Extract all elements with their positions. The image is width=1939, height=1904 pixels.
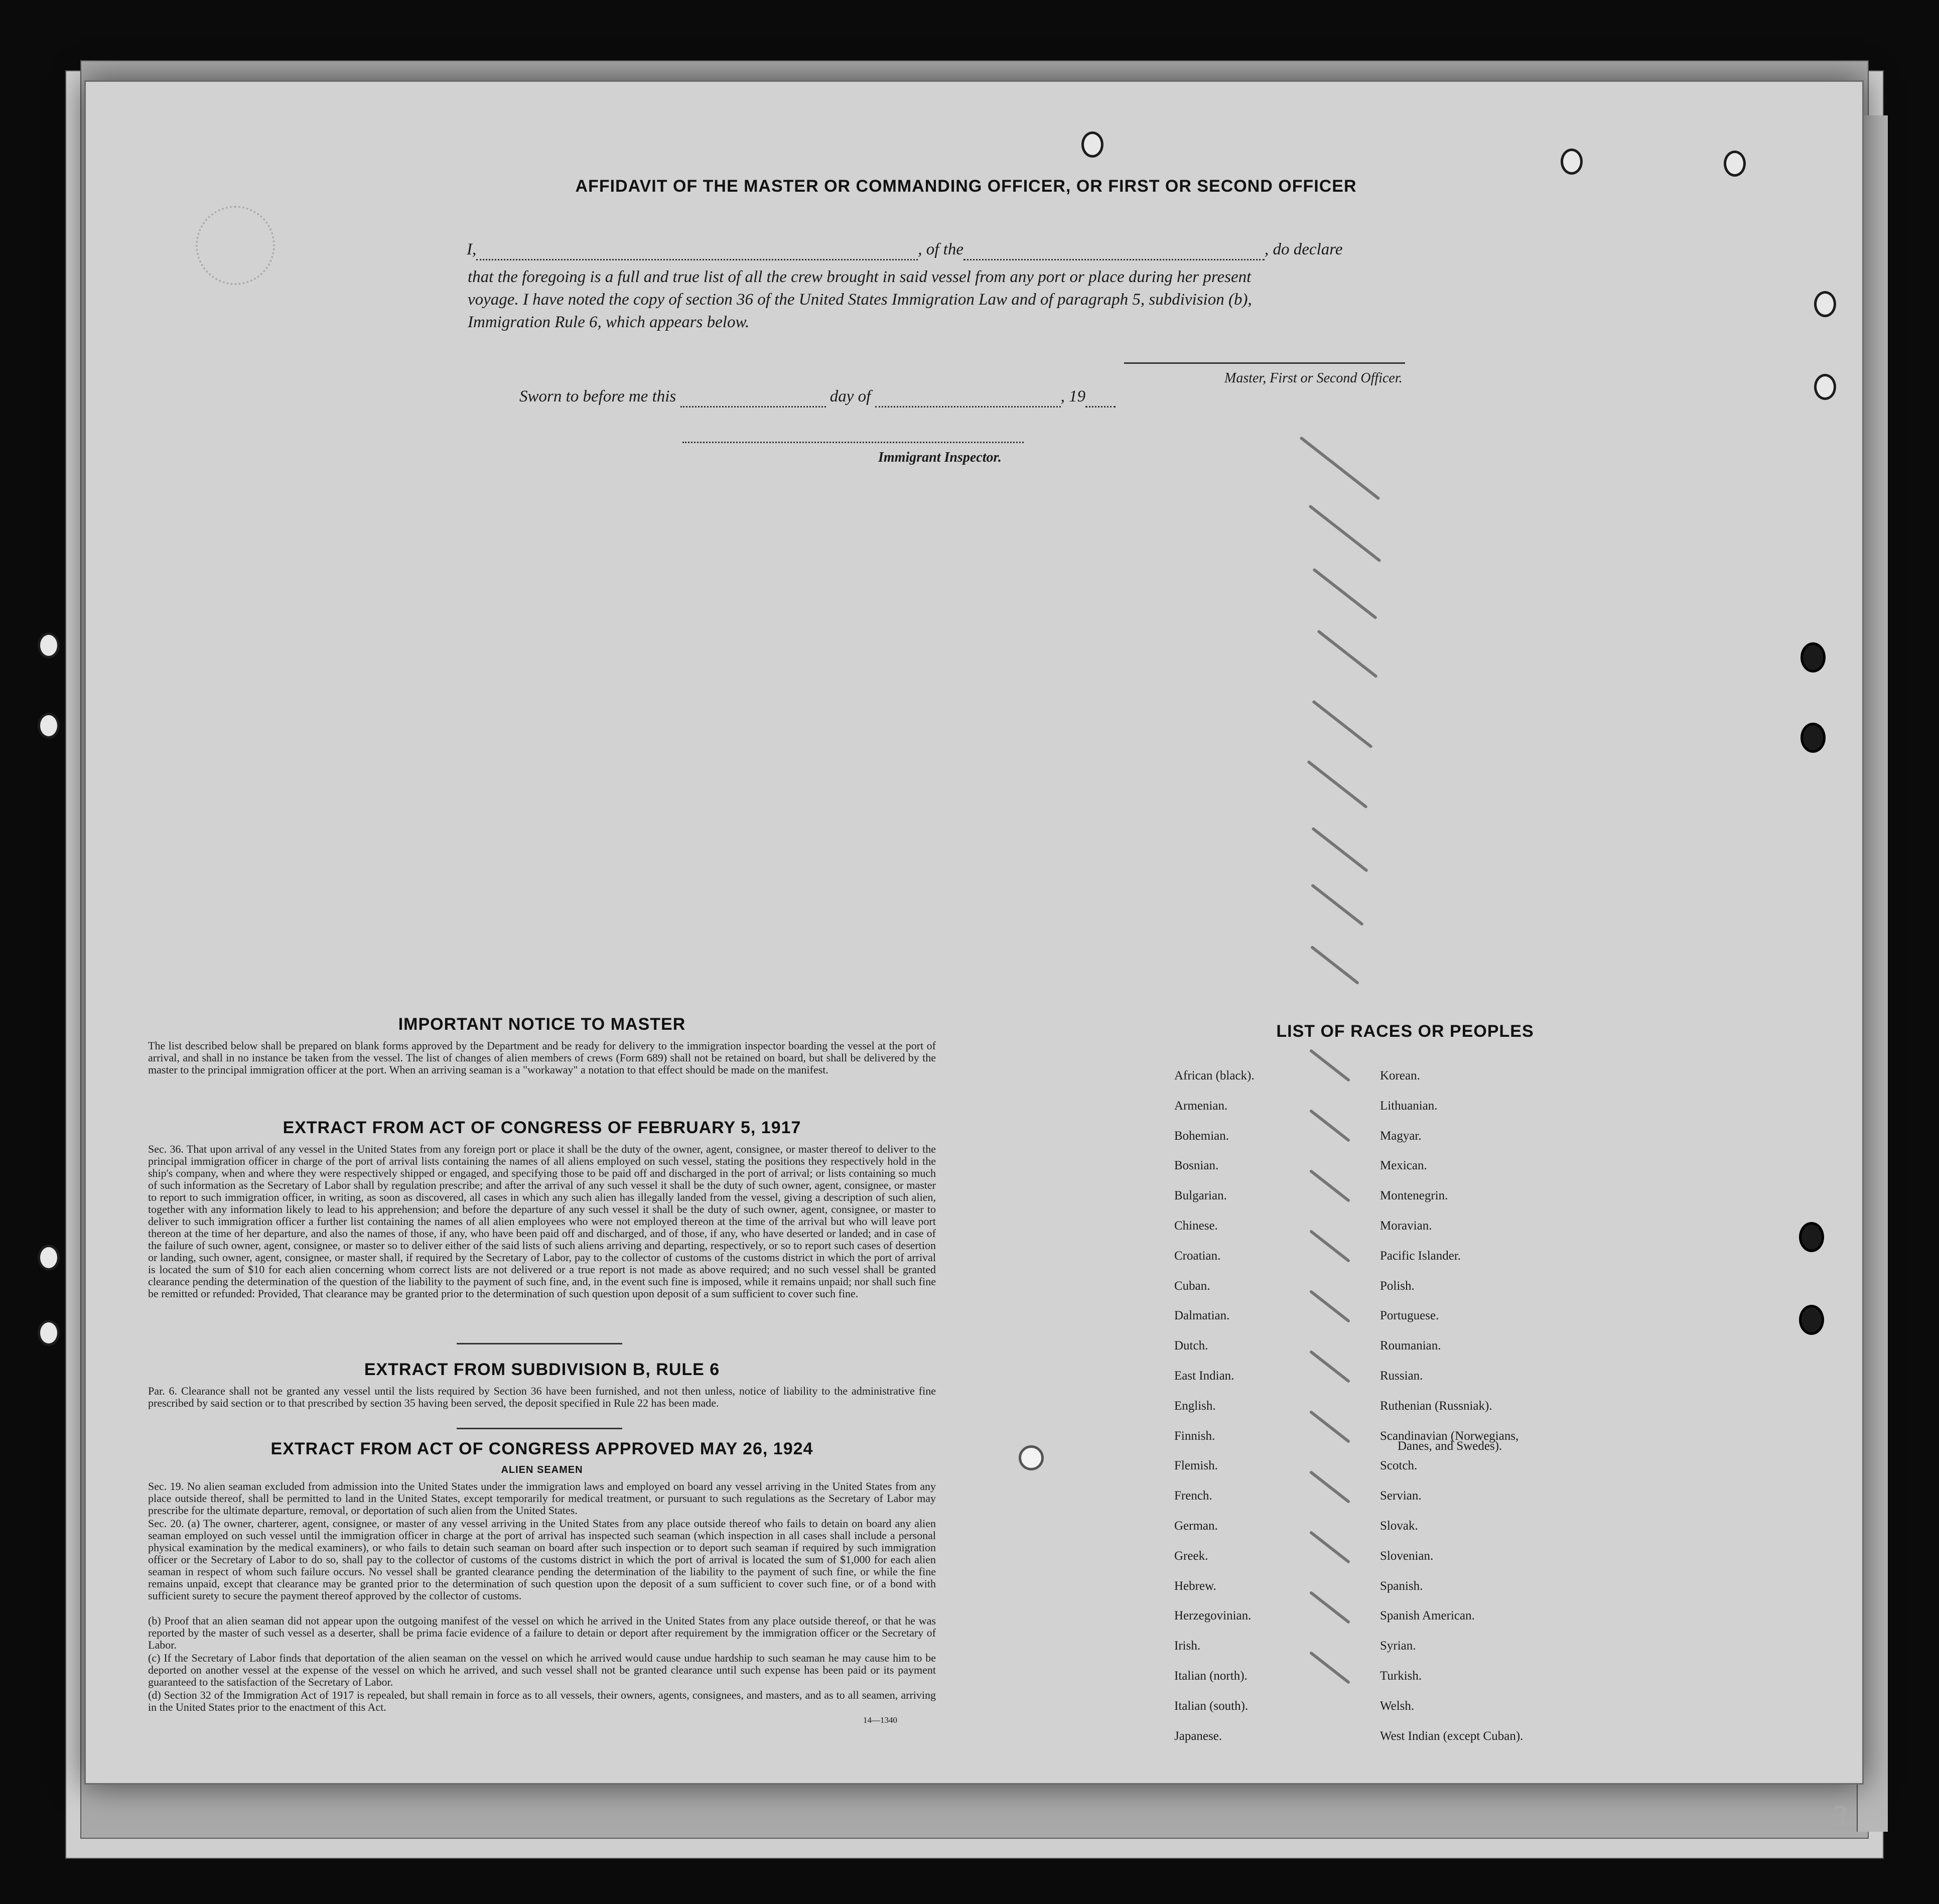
act-1924-sec20c: (c) If the Secretary of Labor finds that deportation of the alien seaman on the vessel on which he arrived would cause undue hardship to such seaman he may cause him to be deported on another vessel at the expense of the vessel on which he arrived, and such vessel shall not be granted clearance until such expense has been paid or its payment guaranteed to the satisfaction of the Secretary of Labor.: [148, 1652, 936, 1688]
affidavit-title: AFFIDAVIT OF THE MASTER OR COMMANDING OFFICER, OR FIRST OR SECOND OFFICER: [575, 177, 1357, 196]
race-item: Syrian.: [1380, 1639, 1416, 1653]
punch-hole-icon: [38, 1320, 60, 1346]
punch-hole-icon: [1561, 149, 1583, 175]
divider: [457, 1428, 622, 1429]
act-1924-sec20d: (d) Section 32 of the Immigration Act of 1917 is repealed, but shall remain in force as to all vessels, their owners, agents, consignees, and masters, and as to all seamen, arriving in the United States prior to the enactment of this Act.: [148, 1689, 936, 1713]
punch-hole-icon: [1799, 1305, 1824, 1335]
divider: [457, 1343, 622, 1344]
act-1924-title: EXTRACT FROM ACT OF CONGRESS APPROVED MAY 26, 1924: [270, 1439, 813, 1458]
form-number: 14—1340: [863, 1715, 897, 1725]
race-item: East Indian.: [1174, 1369, 1234, 1383]
race-item: Lithuanian.: [1380, 1099, 1438, 1113]
affidavit-line-3: voyage. I have noted the copy of section 36 of the United States Immigration Law and of paragraph 5, subdivision (b),: [468, 291, 1252, 309]
race-item: Slovak.: [1380, 1519, 1418, 1533]
race-item: Cuban.: [1174, 1279, 1210, 1293]
affidavit-line-4: Immigration Rule 6, which appears below.: [468, 313, 750, 331]
race-item: Flemish.: [1174, 1459, 1218, 1473]
race-item: Montenegrin.: [1380, 1189, 1448, 1203]
race-item: Spanish.: [1380, 1579, 1423, 1593]
race-item: Bosnian.: [1174, 1159, 1219, 1173]
master-signature-label: Master, First or Second Officer.: [1224, 370, 1403, 386]
race-item: Roumanian.: [1380, 1339, 1441, 1353]
race-item: Russian.: [1380, 1369, 1423, 1383]
punch-hole-icon: [1800, 642, 1826, 672]
punch-hole-icon: [1019, 1445, 1044, 1470]
inspector-signature-line: [682, 442, 1024, 443]
race-item: Croatian.: [1174, 1249, 1221, 1263]
punch-hole-icon: [1081, 131, 1103, 158]
race-item: Portuguese.: [1380, 1309, 1439, 1323]
punch-hole-icon: [38, 1245, 60, 1271]
sworn-year-blank: [1085, 406, 1116, 407]
sworn-line: [519, 385, 1116, 407]
race-item: Hebrew.: [1174, 1579, 1216, 1593]
race-item: Japanese.: [1174, 1729, 1222, 1743]
declaration-of-the: , of the: [918, 240, 963, 258]
race-item: Korean.: [1380, 1069, 1420, 1082]
punch-hole-icon: [38, 713, 60, 739]
race-item: Finnish.: [1174, 1429, 1215, 1443]
race-item: Mexican.: [1380, 1159, 1427, 1173]
race-item: German.: [1174, 1519, 1218, 1533]
race-item: Pacific Islander.: [1380, 1249, 1461, 1263]
race-item: Bulgarian.: [1174, 1189, 1227, 1203]
punch-hole-icon: [38, 632, 60, 658]
rule6-body: Par. 6. Clearance shall not be granted any vessel until the lists required by Section 36 have been furnished, and not then unless, notice of liability to the administrative fine prescribed by said section or to that prescribed by section 35 having been served, the deposit specified in Rule 22 has been made.: [148, 1385, 936, 1409]
sworn-month-blank: [875, 406, 1061, 407]
race-item: Magyar.: [1380, 1129, 1422, 1143]
race-item: English.: [1174, 1399, 1216, 1413]
race-item: Danes, and Swedes).: [1398, 1439, 1502, 1453]
declaration-i: I,: [467, 240, 477, 258]
race-item: Chinese.: [1174, 1219, 1218, 1233]
sworn-year: , 19: [1060, 387, 1086, 405]
vessel-blank: [963, 259, 1265, 260]
punch-hole-icon: [1724, 151, 1746, 177]
sworn-day-of: day of: [829, 387, 871, 405]
punch-hole-icon: [1800, 723, 1826, 753]
sworn-text: Sworn to before me this: [519, 387, 676, 405]
race-item: Scotch.: [1380, 1459, 1418, 1473]
race-item: Bohemian.: [1174, 1129, 1229, 1143]
corner-mark: 3: [1832, 1800, 1847, 1833]
race-item: Turkish.: [1380, 1669, 1422, 1683]
declaration-do-declare: , do declare: [1264, 240, 1343, 258]
race-item: Spanish American.: [1380, 1609, 1475, 1623]
race-item: Servian.: [1380, 1489, 1422, 1503]
race-item: Moravian.: [1380, 1219, 1432, 1233]
notice-title: IMPORTANT NOTICE TO MASTER: [398, 1015, 686, 1034]
master-signature-line: [1124, 362, 1405, 364]
act-1917-body: Sec. 36. That upon arrival of any vessel in the United States from any foreign port or place it shall be the duty of the owner, agent, consignee, or master thereof to deliver to the principal immigration officer in charge of the port of arrival lists containing the names of all aliens employed on such vessel, stating the positions they respectively hold in the ship's company, when and where they were respectively shipped or engaged, and specifying those to be paid off and discharged in the port of arrival; or lists containing so much of such information as the Secretary of Labor shall by regulation prescribe; and after the arrival of any such vessel it shall be the duty of such owner, agent, consignee, or master to report to such immigration officer, in writing, as soon as discovered, all cases in which any such alien has illegally landed from the vessel, giving a description of such alien, together with any information likely to lead to his apprehension; and before the departure of any such vessel it shall be the duty of such owner, agent, consignee, or master to deliver to such immigration officer a further list containing the names of all alien employees who were not employed thereon at the time of the arrival but who will leave port thereon at the time of her departure, and also the names of those, if any, who have been paid off and discharged, and of those, if any, who have deserted or landed; and in case of the failure of such owner, agent, consignee, or master so to deliver either of the said lists of such aliens arriving and departing, respectively, or so to report such cases of desertion or landing, such owner, agent, consignee, or master shall, if required by the Secretary of Labor, pay to the collector of customs of the customs district in which the port of arrival is located the sum of $10 for each alien concerning whom correct lists are not delivered or a true report is not made as above required; and no such vessel shall be granted clearance pending the determination of the question of the liability to the payment of such fine, and, in the event such fine is imposed, while it remains unpaid; nor shall such fine be remitted or refunded: Provided, That clearance may be granted prior to the determination of such question upon deposit of a sum sufficient to cover such fine.: [148, 1143, 936, 1300]
act-1924-sec19: Sec. 19. No alien seaman excluded from admission into the United States under the immigration laws and employed on board any vessel arriving in the United States from any place outside thereof, shall be permitted to land in the United States, except temporarily for medical treatment, or pursuant to such regulations as the Secretary of Labor may prescribe for the ultimate departure, removal, or deportation of such alien from the United States.: [148, 1480, 936, 1517]
seal-stamp-icon: [196, 206, 275, 285]
notice-body: The list described below shall be prepared on blank forms approved by the Department and be ready for delivery to the immigration inspector boarding the vessel at the port of arrival, and shall in no instance be taken from the vessel. The list of changes of alien members of crews (Form 689) shall not be retained on board, but shall be delivered by the master to the principal immigration officer at the port. When an arriving seaman is a "workaway" a notation to that effect should be made on the manifest.: [148, 1039, 936, 1076]
act-1917-title: EXTRACT FROM ACT OF CONGRESS OF FEBRUARY 5, 1917: [283, 1118, 801, 1137]
punch-hole-icon: [1799, 1222, 1824, 1252]
race-item: Greek.: [1174, 1549, 1208, 1563]
act-1924-sec20b: (b) Proof that an alien seaman did not appear upon the outgoing manifest of the vessel on which he arrived in the United States from any place outside thereof, or that he was reported by the master of such vessel as a deserter, shall be prima facie evidence of a failure to detain or deport after requirement by the immigration officer or the Secretary of Labor.: [148, 1614, 936, 1651]
affidavit-declaration-line: [467, 238, 1450, 260]
sworn-day-blank: [680, 406, 826, 407]
affidavit-line-2: that the foregoing is a full and true list of all the crew brought in said vessel from any port or place during her present: [468, 268, 1252, 286]
race-item: Ruthenian (Russniak).: [1380, 1399, 1492, 1413]
punch-hole-icon: [1814, 291, 1836, 317]
race-item: French.: [1174, 1489, 1212, 1503]
race-item: Dalmatian.: [1174, 1309, 1230, 1323]
race-item: Welsh.: [1380, 1699, 1415, 1713]
race-item: African (black).: [1174, 1069, 1255, 1082]
race-item: Scandinavian (Norwegians,: [1380, 1429, 1519, 1443]
races-title: LIST OF RACES OR PEOPLES: [1276, 1022, 1534, 1041]
act-1924-sec20a: Sec. 20. (a) The owner, charterer, agent, consignee, or master of any vessel arriving in the United States from any place outside thereof who fails to detain on board any alien seaman employed on such vessel until the immigration officer in charge at the port of arrival has inspected such seaman (which inspection in all cases shall include a personal physical examination by the medical examiners), or who fails to detain such seaman on board after such inspection or to deport such seaman if required by such immigration officer or the Secretary of Labor to do so, shall pay to the collector of customs of the customs district in which the port of arrival is located the sum of $1,000 for each alien seaman in respect of whom such failure occurs. No vessel shall be granted clearance pending the determination of the liability to the payment of such fine, or while the fine remains unpaid, except that clearance may be granted prior to the determination of such question upon the deposit of a sum sufficient to cover such fine, or of a bond with sufficient surety to secure the payment thereof approved by the collector of customs.: [148, 1517, 936, 1602]
race-item: Italian (north).: [1174, 1669, 1248, 1683]
punch-hole-icon: [1814, 374, 1836, 400]
race-item: Slovenian.: [1380, 1549, 1434, 1563]
inspector-label: Immigrant Inspector.: [878, 450, 1002, 465]
act-1924-subtitle: ALIEN SEAMEN: [501, 1464, 583, 1475]
race-item: Herzegovinian.: [1174, 1609, 1252, 1623]
race-item: West Indian (except Cuban).: [1380, 1729, 1524, 1743]
rule6-title: EXTRACT FROM SUBDIVISION B, RULE 6: [364, 1360, 720, 1379]
race-item: Polish.: [1380, 1279, 1415, 1293]
race-item: Dutch.: [1174, 1339, 1208, 1353]
race-item: Armenian.: [1174, 1099, 1228, 1113]
race-item: Italian (south).: [1174, 1699, 1249, 1713]
name-blank: [476, 259, 918, 260]
race-item: Irish.: [1174, 1639, 1201, 1653]
